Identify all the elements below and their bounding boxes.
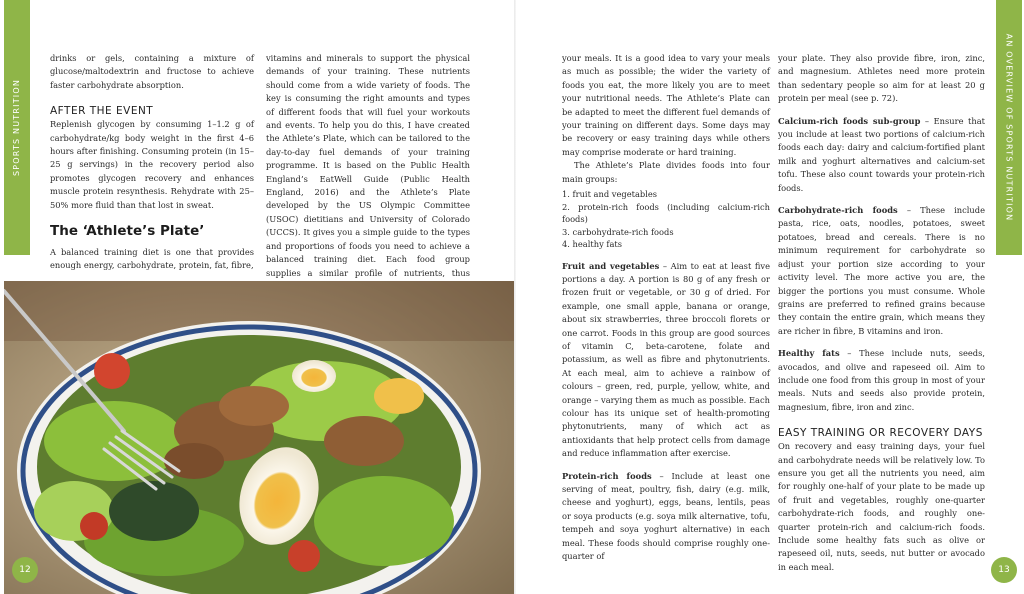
paragraph: your plate. They also provide fibre, iron, zinc, and magnesium. Athletes need more protein than sedentary people so aim for at least 20 g protein per meal (see p. 72). [778, 53, 985, 104]
list-item: 3. carbohydrate-rich foods [562, 226, 674, 237]
heading-easy-training: EASY TRAINING OR RECOVERY DAYS [778, 427, 983, 440]
paragraph-text: – These include nuts, seeds, avocados, and olive and rapeseed oil. Aim to include one food from this group in most of your meals. Nuts and seeds also provide protein, magnesium, fibre, iron and zinc. [778, 348, 985, 412]
paragraph-text: – Ensure that you include at least two portions of calcium-rich foods each day: dairy and calcium-fortified plant milk and yoghurt alternatives and calcium-set tofu. These also count towards your protein-rich foods. [778, 115, 985, 193]
list-item: 1. fruit and vegetables [562, 189, 658, 200]
term-carbohydrate-rich: Carbohydrate-rich foods [778, 205, 898, 216]
page-number-right: 13 [991, 557, 1017, 583]
paragraph: On recovery and easy training days, your fuel and carbohydrate needs will be relatively low. To ensure you get all the nutrients you need, aim for roughly one-half of your plate to be made up of fruit and vegetables, roughly one-quarter carbohydrate-rich foods, and roughly one-quarter protein-rich and calcium-rich foods. Include some healthy fats such as olive or rapeseed oil, nuts, seeds, nut butter or avocado in each meal. [778, 441, 985, 572]
paragraph: Replenish glycogen by consuming 1–1.2 g of carbohydrate/kg body weight in the first 4–6 hours after finishing. Consuming protein (in 15–25 g servings) in the recovery period also promotes glycogen recovery and enhances muscle protein resynthesis. Rehydrate with 25–50% more fluid than that lost in sweat. [50, 119, 254, 210]
right-column-2 [778, 52, 985, 574]
paragraph: vitamins and minerals to support the physical demands of your training. These nutrients should come from a wide variety of foods. The key is consuming the right amounts and types of different foods that will fuel your workouts and events. To help you do this, I have created the Athlete’s Plate, which can be tailored to the day-to-day fuel demands of your training programme. It is based on the Public Health England’s EatWell Guide (Public Health England, 2016) and the Athlete’s Plate developed by the US Olympic Committee (USOC) dietitians and University of Colorado (UCCS). It gives you a simple guide to the types and proportions of foods you need to achieve a balanced training diet. Each food group supplies a similar profile of nutrients, thus [266, 53, 470, 278]
paragraph-fruit-vegetables [562, 260, 770, 461]
right-column-1 [562, 52, 770, 564]
left-section-tab [4, 0, 30, 255]
paragraph-text: – These include pasta, rice, oats, noodles, potatoes, sweet potatoes, bread and cereals. There is no minimum requirement for carbohydrate so adjust your portion size according to your activity level. The more active you are, the bigger the portions you must consume. Whole grains are preferred to refined grains because they contain the entire grain, which means they are richer in fibre, B vitamins and iron. [778, 205, 985, 336]
paragraph-text: – Include at least one serving of meat, poultry, fish, dairy (e.g. milk, cheese and yoghurt), eggs, beans, lentils, peas or soya products (e.g. soya milk alternative, tofu, tempeh and soya yoghurt alternative) in each meal. These foods should comprise roughly one-quarter of [562, 470, 770, 562]
paragraph-healthy-fats [778, 347, 985, 414]
paragraph-protein-rich [562, 470, 770, 564]
paragraph: drinks or gels, containing a mixture of glucose/maltodextrin and fructose to achieve faster carbohydrate absorption. [50, 53, 254, 90]
term-protein-rich: Protein-rich foods [562, 470, 652, 481]
paragraph-carbohydrate-rich [778, 204, 985, 338]
paragraph: your meals. It is a good idea to vary your meals as much as possible; the wider the variety of foods you eat, the more likely you are to meet your nutritional needs. The Athlete’s Plate can be adapted to meet the different fuel demands of your training on different days. Some days may be recovery or easy training days while others may comprise moderate or hard training. [562, 53, 770, 157]
page-number-left: 12 [12, 557, 38, 583]
left-column-2 [266, 52, 470, 307]
left-column-1 [50, 52, 254, 273]
paragraph-calcium-rich [778, 115, 985, 195]
term-calcium-rich: Calcium-rich foods sub-group [778, 115, 921, 126]
left-section-tab-label: SPORTS NUTRITION [12, 78, 22, 177]
right-section-tab-label: AN OVERVIEW OF SPORTS NUTRITION [1004, 33, 1014, 222]
paragraph: A balanced training diet is one that provides enough energy, carbohydrate, protein, fat, fibre, [50, 247, 254, 271]
heading-after-the-event: AFTER THE EVENT [50, 105, 154, 118]
list-item: 4. healthy fats [562, 239, 623, 250]
food-groups-list [562, 188, 770, 251]
paragraph: The Athlete’s Plate divides foods into four main groups: [562, 160, 770, 184]
salad-bowl-illustration [4, 281, 516, 594]
term-healthy-fats: Healthy fats [778, 348, 840, 359]
salad-bowl-photo [4, 281, 516, 594]
paragraph-text: – Aim to eat at least five portions a day. A portion is 80 g of any fresh or frozen fruit or vegetable, or 30 g of dried. For example, one small apple, banana or orange, about six strawberries, three broccoli florets or one carrot. Foods in this group are good sources of vitamin C, beta-carotene, folate and potassium, as well as fibre and phytonutrients. At each meal, aim to achieve a rainbow of colours – green, red, purple, yellow, white, and orange – varying them as much as possible. Each colour has its unique set of health-promoting phytonutrients, many of which act as antioxidants that help protect cells from damage and reduce inflammation after exercise. [562, 260, 770, 459]
list-item: 2. protein-rich foods (including calcium-rich foods) [562, 201, 770, 225]
right-page [516, 0, 1024, 594]
heading-athletes-plate: The ‘Athlete’s Plate’ [50, 223, 205, 240]
term-fruit-vegetables: Fruit and vegetables [562, 260, 660, 271]
right-section-tab [996, 0, 1022, 255]
